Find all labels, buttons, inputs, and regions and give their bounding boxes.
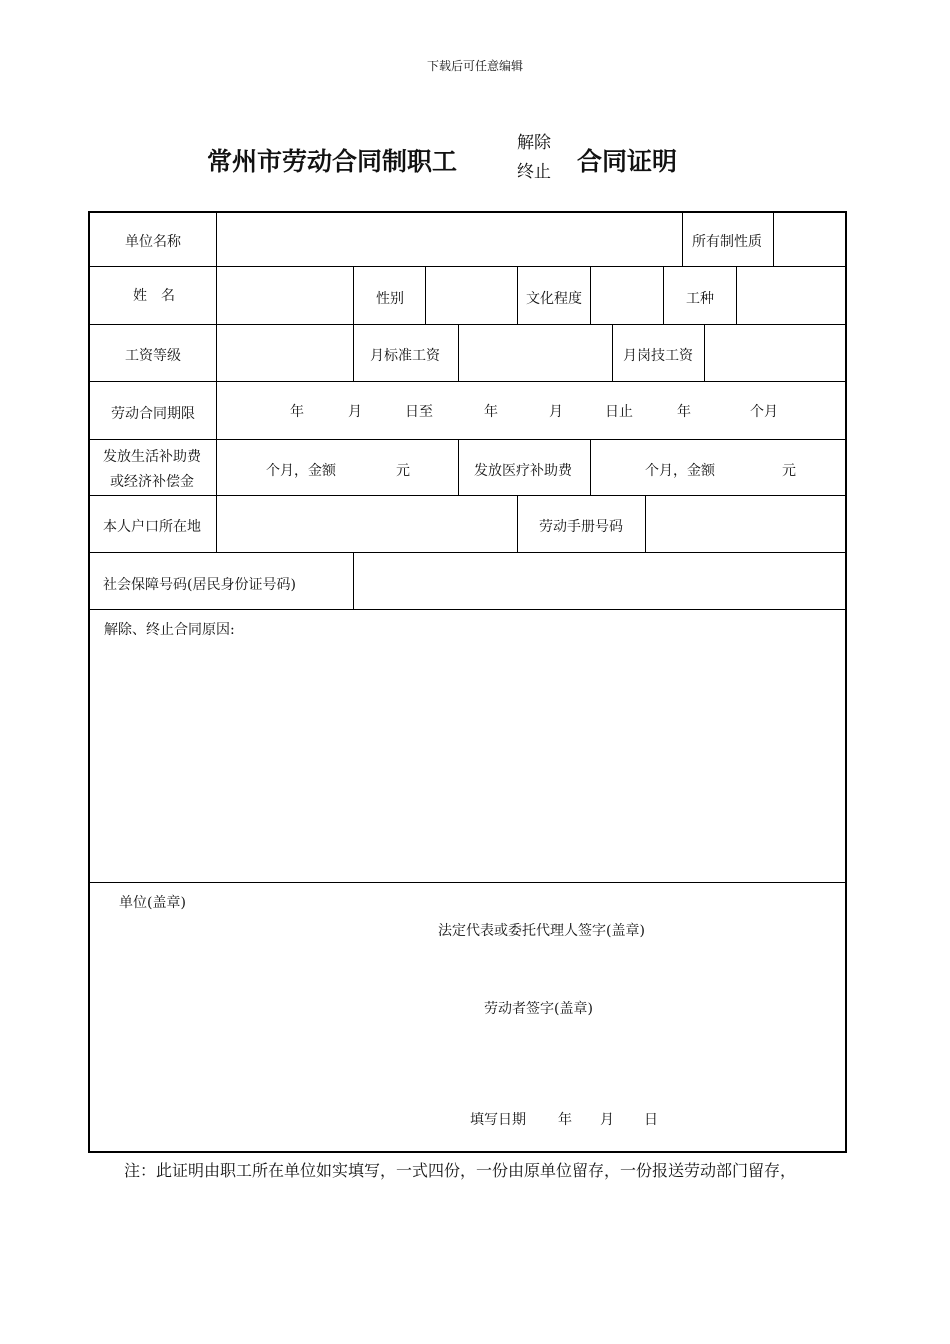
column-divider — [736, 266, 737, 324]
label-legal-rep-signature: 法定代表或委托代理人签字(盖章) — [438, 923, 645, 939]
label-ownership: 所有制性质 — [692, 234, 762, 250]
column-divider — [517, 495, 518, 552]
label-household-registration: 本人户口所在地 — [103, 519, 201, 535]
label-allowance-line2: 或经济补偿金 — [110, 474, 194, 490]
row-divider — [90, 324, 847, 325]
term-year-end: 年 — [484, 404, 498, 420]
term-month-end: 月 — [549, 404, 563, 420]
label-social-security-no: 社会保障号码(居民身份证号码) — [103, 577, 296, 593]
footnote: 注：此证明由职工所在单位如实填写，一式四份，一份由原单位留存，一份报送劳动部门留存， — [124, 1161, 797, 1180]
term-years: 年 — [677, 404, 691, 420]
term-months: 个月 — [750, 404, 778, 420]
row-divider — [90, 381, 847, 382]
column-divider — [216, 213, 217, 552]
label-name: 姓 名 — [133, 288, 175, 304]
medical-yuan: 元 — [782, 463, 796, 479]
row-divider — [90, 609, 847, 610]
column-divider — [590, 439, 591, 495]
column-divider — [645, 495, 646, 552]
term-day-end: 日止 — [605, 404, 633, 420]
term-year-start: 年 — [290, 404, 304, 420]
label-worker-signature: 劳动者签字(盖章) — [484, 1001, 593, 1017]
column-divider — [663, 266, 664, 324]
term-month-start: 月 — [348, 404, 362, 420]
date-day: 日 — [644, 1112, 658, 1128]
allowance-yuan: 元 — [396, 463, 410, 479]
row-divider — [90, 552, 847, 553]
row-divider — [90, 495, 847, 496]
column-divider — [682, 213, 683, 266]
label-job-type: 工种 — [686, 291, 714, 307]
column-divider — [590, 266, 591, 324]
row-divider — [90, 882, 847, 883]
label-allowance-line1: 发放生活补助费 — [103, 449, 201, 465]
medical-months-amount: 个月，金额 — [645, 463, 715, 479]
column-divider — [425, 266, 426, 324]
label-labor-handbook-no: 劳动手册号码 — [539, 519, 623, 535]
label-contract-term: 劳动合同期限 — [111, 406, 195, 422]
column-divider — [458, 439, 459, 495]
label-termination-reason: 解除、终止合同原因: — [104, 622, 235, 638]
label-monthly-post-wage: 月岗技工资 — [623, 348, 693, 364]
label-monthly-standard-wage: 月标准工资 — [370, 348, 440, 364]
date-month: 月 — [600, 1112, 614, 1128]
column-divider — [612, 324, 613, 381]
date-year: 年 — [558, 1112, 572, 1128]
label-fill-date: 填写日期 — [470, 1112, 526, 1128]
title-option-end: 终止 — [517, 162, 551, 182]
column-divider — [353, 552, 354, 609]
allowance-months-amount: 个月，金额 — [266, 463, 336, 479]
row-divider — [90, 266, 847, 267]
column-divider — [458, 324, 459, 381]
header-note: 下载后可任意编辑 — [426, 59, 523, 73]
label-gender: 性别 — [376, 291, 404, 307]
certificate-form — [88, 211, 847, 1153]
document-title: 常州市劳动合同制职工 — [207, 147, 458, 176]
column-divider — [353, 324, 354, 381]
label-education: 文化程度 — [526, 291, 582, 307]
column-divider — [517, 266, 518, 324]
title-suffix: 合同证明 — [577, 147, 678, 176]
label-medical-allowance: 发放医疗补助费 — [474, 463, 572, 479]
label-wage-grade: 工资等级 — [125, 348, 181, 364]
title-option-terminate: 解除 — [517, 133, 551, 153]
term-day-to: 日至 — [405, 404, 433, 420]
label-unit-name: 单位名称 — [125, 234, 181, 250]
column-divider — [773, 213, 774, 266]
column-divider — [353, 266, 354, 324]
column-divider — [704, 324, 705, 381]
row-divider — [90, 439, 847, 440]
label-unit-seal: 单位(盖章) — [119, 895, 186, 911]
